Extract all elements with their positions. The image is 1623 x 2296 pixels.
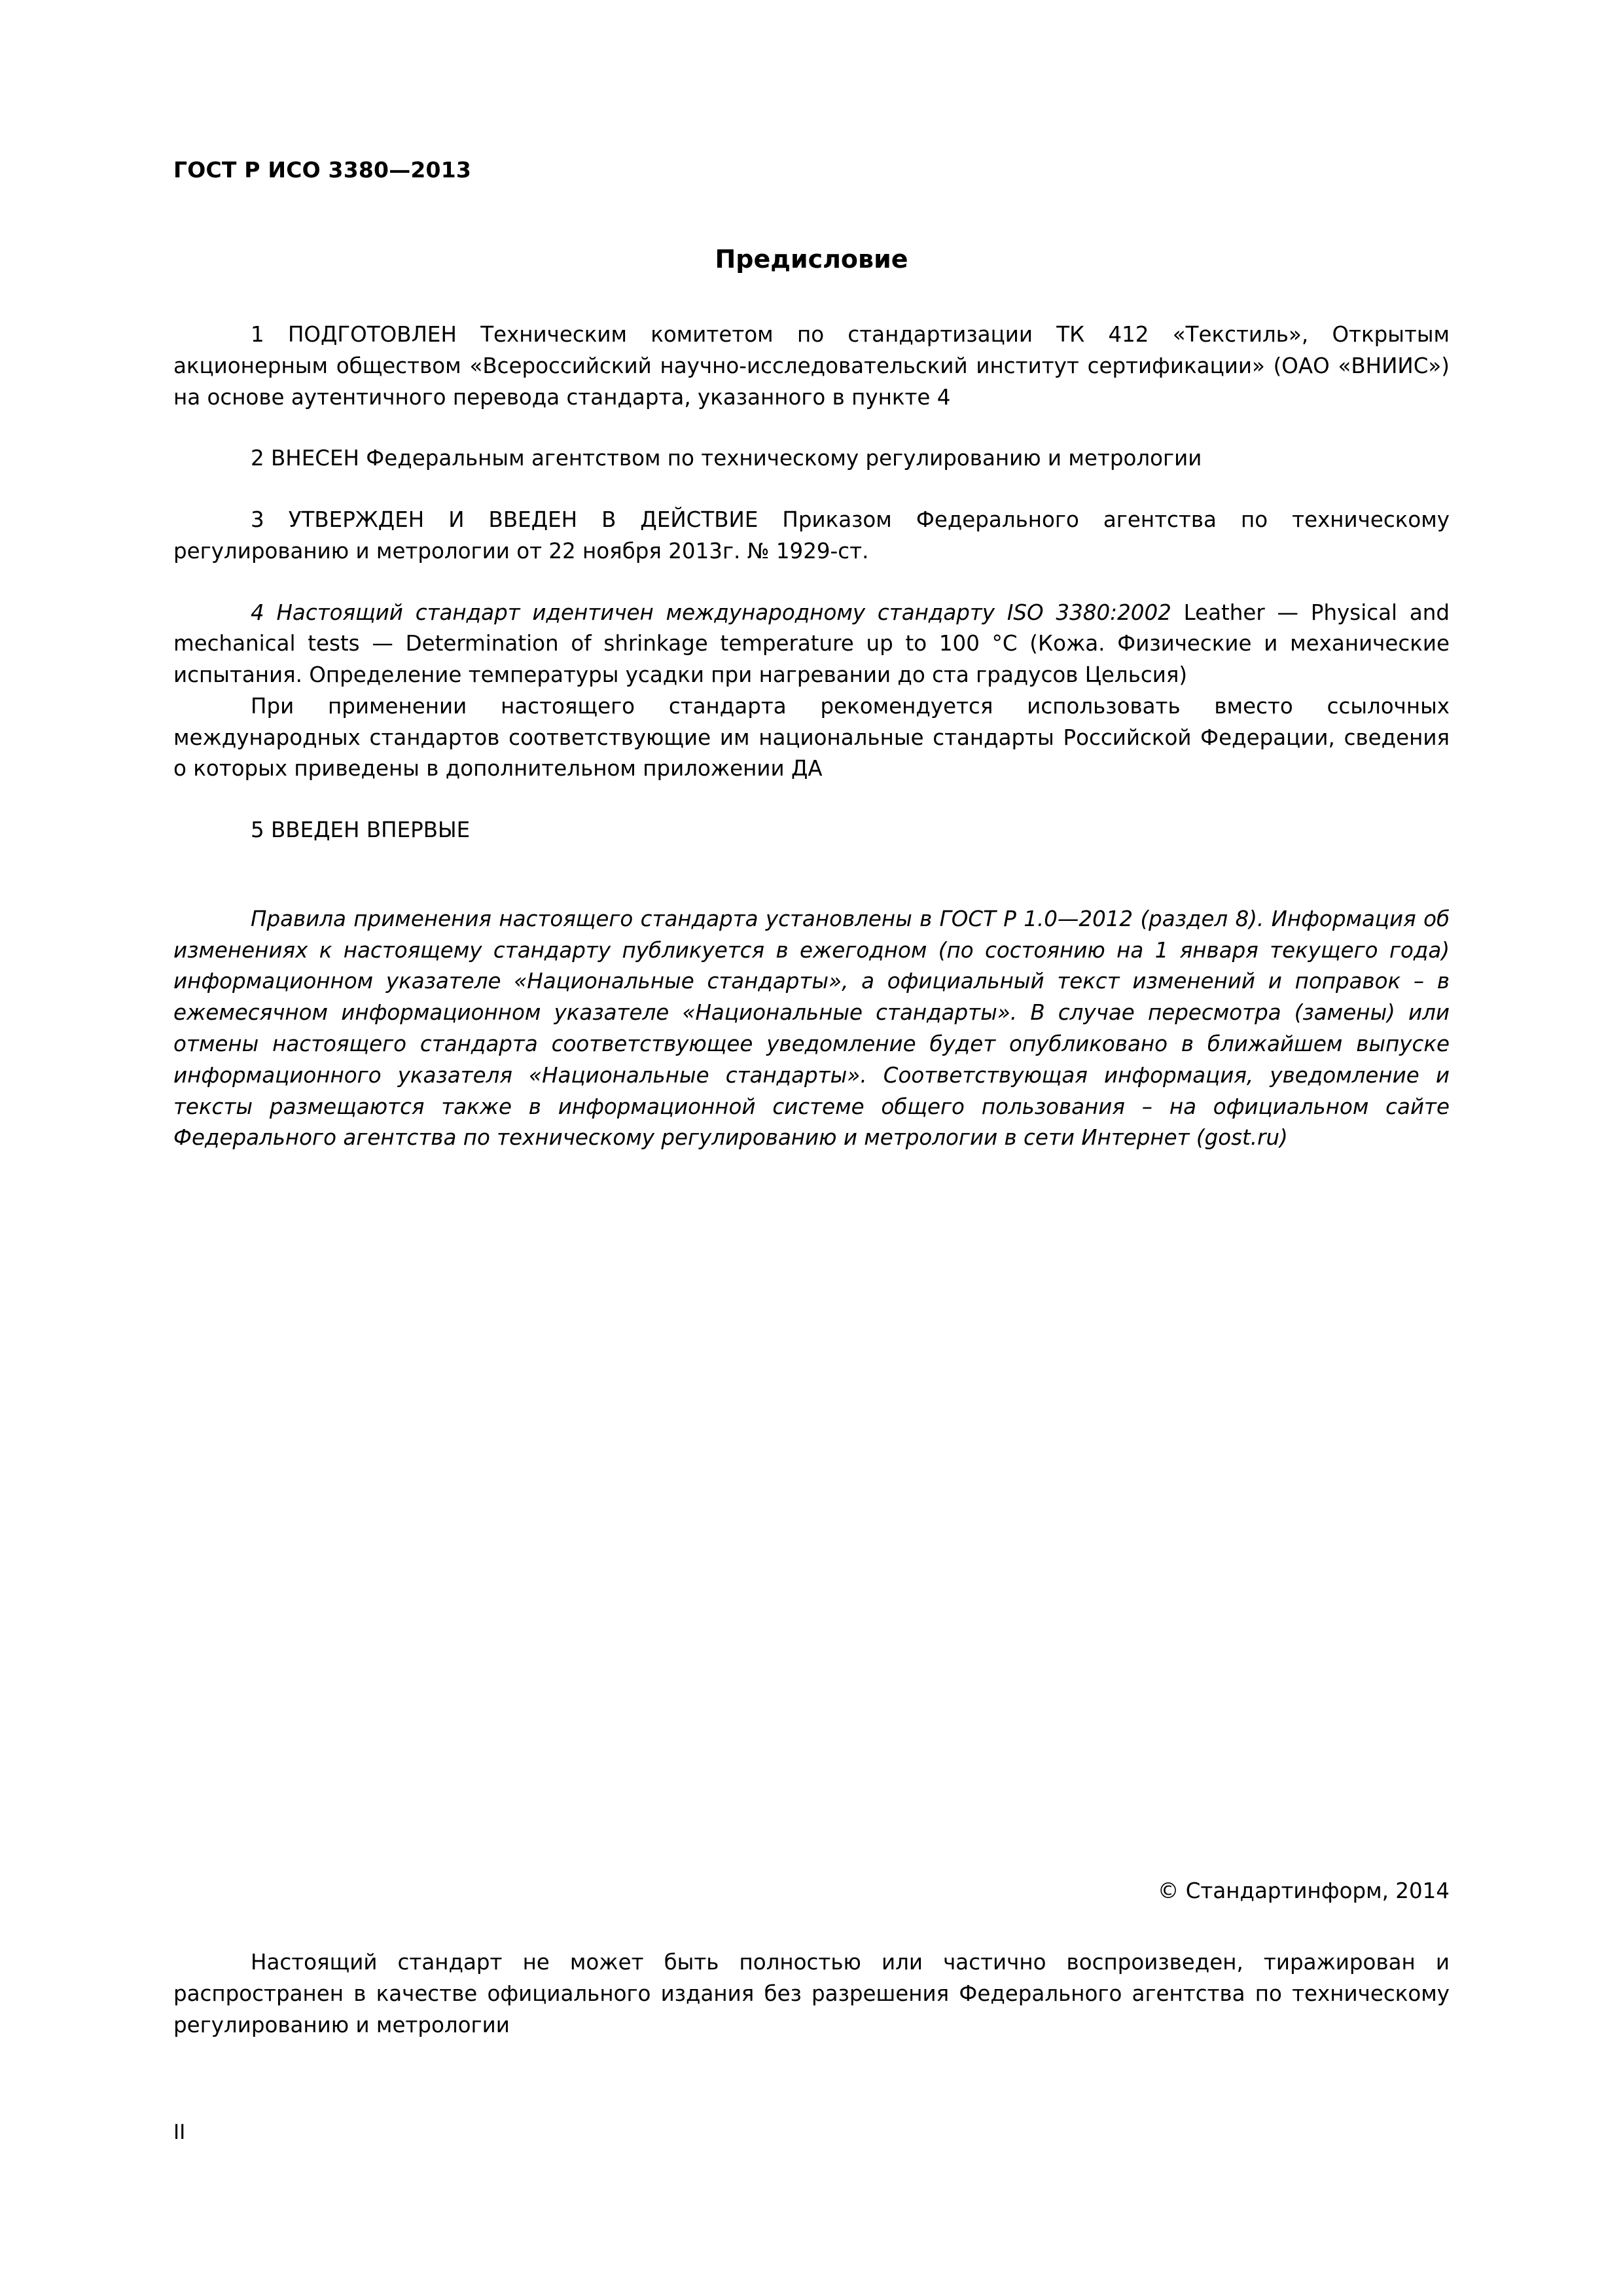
clause-5-paragraph: 5 ВВЕДЕН ВПЕРВЫЕ	[251, 817, 471, 843]
clause-2-paragraph: 2 ВНЕСЕН Федеральным агентством по техническому регулированию и метрологии	[251, 446, 1202, 471]
page-title: Предисловие	[715, 245, 908, 274]
clause-1-paragraph: 1 ПОДГОТОВЛЕН Техническим комитетом по стандартизации ТК 412 «Текстиль», Открытым акционерным обществом «Всероссийский научно-исследовательский институт сертификации» (ОАО «ВНИИС») на основе аутентичного перевода стандарта, указанного в пункте 4	[173, 322, 1450, 410]
clause-3-paragraph: 3 УТВЕРЖДЕН И ВВЕДЕН В ДЕЙСТВИЕ Приказом Федерального агентства по техническому регулированию и метрологии от 22 ноября 2013г. № 1929-ст.	[173, 507, 1450, 564]
clause-4-note-paragraph: При применении настоящего стандарта рекомендуется использовать вместо ссылочных международных стандартов соответствующие им национальные стандарты Российской Федерации, сведения о которых приведены в дополнительном приложении ДА	[173, 693, 1450, 781]
standard-number-header: ГОСТ Р ИСО 3380—2013	[173, 157, 472, 183]
clause-4-italic-part: 4 Настоящий стандарт идентичен международному стандарту ISO 3380:2002	[251, 600, 1171, 625]
copyright-line: © Стандартинформ, 2014	[1157, 1878, 1450, 1903]
page-number: II	[173, 2121, 186, 2144]
clause-4-paragraph	[173, 598, 1450, 691]
reproduction-notice: Настоящий стандарт не может быть полностью или частично воспроизведен, тиражирован и распространен в качестве официального издания без разрешения Федерального агентства по техническому регулированию и метрологии	[173, 1950, 1450, 2037]
rules-of-application-paragraph: Правила применения настоящего стандарта установлены в ГОСТ Р 1.0—2012 (раздел 8). Информация об изменениях к настоящему стандарту публикуется в ежегодном (по состоянию на 1 января текущего года) информационном указателе «Национальные стандарты», а официальный текст изменений и поправок – в ежемесячном информационном указателе «Национальные стандарты». В случае пересмотра (замены) или отмены настоящего стандарта соответствующее уведомление будет опубликовано в ближайшем выпуске информационного указателя «Национальные стандарты». Соответствующая информация, уведомление и тексты размещаются также в информационной системе общего пользования – на официальном сайте Федерального агентства по техническому регулированию и метрологии в сети Интернет (gost.ru)	[173, 906, 1450, 1151]
clause-4-plain-part: Leather — Physical and mechanical tests — Determination of shrinkage temperature up to 100 °C (Кожа. Физические и механические испытания. Определение температуры усадки при нагревании до ста градусов Цельсия)	[173, 600, 1450, 688]
